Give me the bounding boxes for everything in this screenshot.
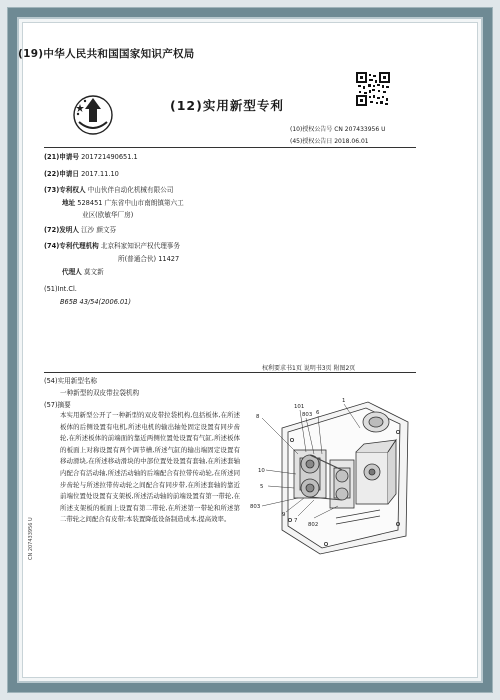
figure-label: 101: [294, 404, 305, 410]
patentee-row: [44, 186, 173, 195]
application-number-row: [44, 153, 138, 162]
filing-date-row: [44, 170, 119, 179]
agent: 莫文新: [83, 268, 104, 276]
inventor-label: (72)发明人: [44, 226, 79, 234]
application-number-label: (21)申请号: [44, 153, 79, 161]
utility-model-name-label: (54)实用新型名称: [44, 377, 98, 385]
header-divider: [44, 147, 416, 148]
document-type-title: (12)实用新型专利: [170, 98, 284, 113]
figure-label: 9: [282, 512, 286, 518]
address-row: [62, 199, 184, 208]
abstract-text: 本实用新型公开了一种新型的双皮带拉袋机构,包括板体,在所述板体的后侧设置有电机,所述电机的输出轴处固定设置有同步齿轮,在所述板体的前端面的靠近两侧位置处设置有气缸,所述板体的板面上对称设置有两个调节槽,所述气缸的输出端固定设置有移动滑块,在所述移动滑块的中部位置处设置有套轴,在所述套轴内配合有活动轴,所述活动轴的后端配合有拉带传动轮,在所述同步齿轮与所述拉带传动轮之间配合有同步带,在所述套轴的靠近前端位置处设置有支架板,所述活动轴的前端设置有第一带轮,在所述支架板的板面上设置有第二带轮,在所述第一带轮和所述第二带轮之间配合有皮带;本装置降低设备制造成本,提高效率。: [60, 411, 240, 524]
cnipa-emblem-icon: [70, 92, 116, 138]
figure-label: 803: [250, 504, 261, 510]
figure-label: 10: [258, 468, 265, 474]
patentee-label: (73)专利权人: [44, 186, 86, 194]
agent-label: 代理人: [62, 268, 82, 276]
agency-line-2: 所(普通合伙) 11427: [118, 255, 180, 263]
inventor-row: [44, 226, 116, 235]
intcl-value: B65B 43/54(2006.01): [60, 298, 131, 306]
figure-label: 7: [294, 518, 298, 524]
address-line-2: 业区(欧敏华厂房): [82, 211, 134, 219]
figure-label: 1: [342, 398, 346, 404]
filing-date: 2017.11.10: [81, 170, 119, 178]
patent-figure: [248, 388, 416, 558]
authority-title: (19)中华人民共和国国家知识产权局: [18, 48, 195, 60]
pages-note: 权利要求书1页 说明书3页 附图2页: [262, 365, 356, 372]
agent-row: [62, 268, 104, 277]
section-divider: [44, 372, 416, 373]
inventors: 江沙 颜文芬: [81, 226, 117, 234]
publication-date: (45)授权公告日 2018.06.01: [290, 138, 369, 145]
patentee: 中山伙伴自动化机械有限公司: [87, 186, 174, 194]
figure-label: 802: [308, 522, 319, 528]
figure-label: 5: [260, 484, 264, 490]
figure-label: 803: [302, 412, 313, 418]
address-line-1: 528451 广东省中山市南朗镇第六工: [77, 199, 184, 207]
filing-date-label: (22)申请日: [44, 170, 79, 178]
publication-number: (10)授权公告号 CN 207433956 U: [290, 126, 386, 133]
agency-line-1: 北京科家知识产权代理事务: [100, 242, 180, 250]
application-number: 201721490651.1: [81, 153, 138, 161]
abstract-label: (57)摘要: [44, 401, 71, 409]
qr-code-icon: [356, 72, 390, 106]
side-publication-number: CN 207433956 U: [28, 517, 34, 560]
intcl-label: (51)Int.Cl.: [44, 285, 77, 293]
figure-label: 8: [256, 414, 260, 420]
address-label: 地址: [62, 199, 76, 207]
figure-label: 6: [316, 410, 320, 416]
agency-label: (74)专利代理机构: [44, 242, 99, 250]
agency-row: [44, 242, 180, 251]
utility-model-name: 一种新型的双皮带拉袋机构: [60, 389, 140, 397]
